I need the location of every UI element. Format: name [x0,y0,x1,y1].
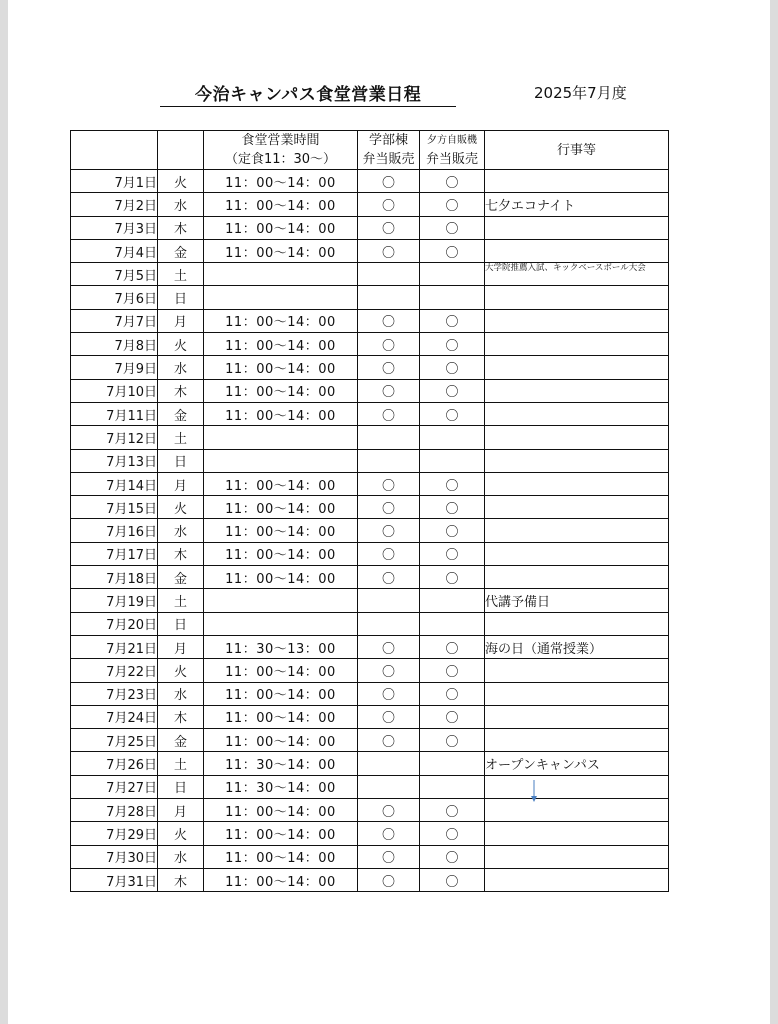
hours-cell: 11：00～14：00 [204,193,358,216]
event-cell: 七夕エコナイト [485,193,669,216]
faculty-bento-cell [358,449,420,472]
evening-vending-cell [420,612,485,635]
faculty-bento-cell: 〇 [358,659,420,682]
hours-cell [204,286,358,309]
faculty-bento-cell: 〇 [358,845,420,868]
date-cell: 7月19日 [71,589,158,612]
schedule-table [70,130,669,892]
table-row [71,868,669,891]
evening-vending-cell: 〇 [420,566,485,589]
weekday-cell: 金 [158,566,204,589]
faculty-bento-cell: 〇 [358,216,420,239]
date-cell: 7月21日 [71,635,158,658]
date-cell: 7月6日 [71,286,158,309]
header-hours-line2: （定食11：30～） [224,152,337,167]
table-row [71,356,669,379]
evening-vending-cell: 〇 [420,216,485,239]
event-cell [485,519,669,542]
date-cell: 7月17日 [71,542,158,565]
event-cell: 大学院推薦入試、キックベースボール大会 [485,263,669,286]
event-cell [485,216,669,239]
weekday-cell: 月 [158,309,204,332]
date-cell: 7月31日 [71,868,158,891]
event-cell [485,239,669,262]
weekday-cell: 火 [158,170,204,193]
table-row [71,472,669,495]
date-cell: 7月26日 [71,752,158,775]
evening-vending-cell [420,449,485,472]
table-row [71,635,669,658]
event-cell [485,845,669,868]
weekday-cell: 月 [158,635,204,658]
date-cell: 7月25日 [71,729,158,752]
date-cell: 7月29日 [71,822,158,845]
header-date [71,131,158,170]
event-cell [485,402,669,425]
hours-cell: 11：00～14：00 [204,519,358,542]
date-cell: 7月22日 [71,659,158,682]
weekday-cell: 水 [158,682,204,705]
arrow-down-icon [531,780,537,802]
weekday-cell: 火 [158,496,204,519]
date-cell: 7月11日 [71,402,158,425]
table-row [71,333,669,356]
table-row [71,799,669,822]
evening-vending-cell: 〇 [420,170,485,193]
header-hours-line1: 食堂営業時間 [241,133,320,148]
date-cell: 7月15日 [71,496,158,519]
table-row [71,845,669,868]
hours-cell: 11：30～14：00 [204,775,358,798]
weekday-cell: 日 [158,612,204,635]
hours-cell [204,426,358,449]
table-row [71,263,669,286]
hours-cell: 11：00～14：00 [204,379,358,402]
faculty-bento-cell [358,775,420,798]
event-cell [485,682,669,705]
event-cell [485,612,669,635]
weekday-cell: 月 [158,799,204,822]
weekday-cell: 日 [158,286,204,309]
evening-vending-cell: 〇 [420,799,485,822]
hours-cell: 11：00～14：00 [204,216,358,239]
hours-cell [204,449,358,472]
evening-vending-cell [420,286,485,309]
evening-vending-cell: 〇 [420,822,485,845]
hours-cell [204,589,358,612]
weekday-cell: 土 [158,426,204,449]
evening-vending-cell: 〇 [420,309,485,332]
header-evening-vending [420,131,485,170]
faculty-bento-cell: 〇 [358,729,420,752]
date-cell: 7月8日 [71,333,158,356]
hours-cell: 11：00～14：00 [204,402,358,425]
event-cell [485,822,669,845]
faculty-bento-cell [358,426,420,449]
date-cell: 7月1日 [71,170,158,193]
event-cell [485,542,669,565]
header-faculty-line1: 学部棟 [368,133,408,148]
hours-cell: 11：00～14：00 [204,472,358,495]
event-cell [485,309,669,332]
event-cell [485,775,669,798]
hours-cell [204,612,358,635]
faculty-bento-cell: 〇 [358,542,420,565]
table-row [71,239,669,262]
date-cell: 7月23日 [71,682,158,705]
hours-cell: 11：00～14：00 [204,542,358,565]
header-evening-line1: 夕方自販機 [427,135,477,146]
weekday-cell: 木 [158,379,204,402]
weekday-cell: 火 [158,333,204,356]
event-cell [485,356,669,379]
weekday-cell: 木 [158,216,204,239]
table-row [71,193,669,216]
event-cell [485,170,669,193]
evening-vending-cell: 〇 [420,542,485,565]
evening-vending-cell: 〇 [420,659,485,682]
faculty-bento-cell [358,612,420,635]
faculty-bento-cell [358,263,420,286]
faculty-bento-cell: 〇 [358,799,420,822]
date-cell: 7月7日 [71,309,158,332]
fiscal-period: 2025年7月度 [534,84,627,102]
table-row [71,402,669,425]
date-cell: 7月13日 [71,449,158,472]
hours-cell: 11：00～14：00 [204,682,358,705]
table-row [71,542,669,565]
weekday-cell: 金 [158,402,204,425]
event-cell [485,705,669,728]
date-cell: 7月14日 [71,472,158,495]
date-cell: 7月10日 [71,379,158,402]
table-row [71,589,669,612]
weekday-cell: 水 [158,845,204,868]
evening-vending-cell [420,589,485,612]
weekday-cell: 水 [158,193,204,216]
evening-vending-cell: 〇 [420,682,485,705]
weekday-cell: 水 [158,356,204,379]
event-cell [485,286,669,309]
evening-vending-cell: 〇 [420,402,485,425]
evening-vending-cell [420,263,485,286]
date-cell: 7月3日 [71,216,158,239]
faculty-bento-cell [358,589,420,612]
table-row [71,379,669,402]
hours-cell: 11：00～14：00 [204,333,358,356]
table-row [71,659,669,682]
faculty-bento-cell: 〇 [358,170,420,193]
evening-vending-cell [420,752,485,775]
event-cell [485,659,669,682]
faculty-bento-cell: 〇 [358,868,420,891]
date-cell: 7月5日 [71,263,158,286]
faculty-bento-cell: 〇 [358,496,420,519]
hours-cell: 11：00～14：00 [204,239,358,262]
hours-cell: 11：00～14：00 [204,659,358,682]
hours-cell: 11：30～13：00 [204,635,358,658]
hours-cell: 11：00～14：00 [204,729,358,752]
table-row [71,170,669,193]
weekday-cell: 日 [158,449,204,472]
table-row [71,682,669,705]
evening-vending-cell: 〇 [420,868,485,891]
event-cell [485,566,669,589]
hours-cell: 11：00～14：00 [204,868,358,891]
table-row [71,216,669,239]
faculty-bento-cell: 〇 [358,379,420,402]
header-events: 行事等 [485,131,669,170]
weekday-cell: 日 [158,775,204,798]
weekday-cell: 水 [158,519,204,542]
hours-cell: 11：00～14：00 [204,566,358,589]
header-faculty-bento [358,131,420,170]
faculty-bento-cell: 〇 [358,239,420,262]
weekday-cell: 金 [158,239,204,262]
date-cell: 7月24日 [71,705,158,728]
event-cell [485,729,669,752]
header-row [71,131,669,170]
header-dow [158,131,204,170]
evening-vending-cell: 〇 [420,239,485,262]
header-evening-line2: 弁当販売 [425,152,478,167]
weekday-cell: 月 [158,472,204,495]
evening-vending-cell: 〇 [420,635,485,658]
table-row [71,519,669,542]
table-row [71,286,669,309]
weekday-cell: 土 [158,752,204,775]
event-cell [485,379,669,402]
table-row [71,612,669,635]
event-cell [485,449,669,472]
table-row [71,449,669,472]
date-cell: 7月20日 [71,612,158,635]
faculty-bento-cell: 〇 [358,566,420,589]
faculty-bento-cell: 〇 [358,309,420,332]
table-row [71,752,669,775]
event-cell [485,333,669,356]
table-row [71,496,669,519]
header-hours [204,131,358,170]
evening-vending-cell [420,426,485,449]
hours-cell: 11：00～14：00 [204,799,358,822]
hours-cell: 11：00～14：00 [204,822,358,845]
faculty-bento-cell: 〇 [358,822,420,845]
evening-vending-cell: 〇 [420,729,485,752]
event-cell [485,496,669,519]
hours-cell: 11：00～14：00 [204,845,358,868]
faculty-bento-cell: 〇 [358,333,420,356]
faculty-bento-cell: 〇 [358,356,420,379]
hours-cell: 11：00～14：00 [204,356,358,379]
evening-vending-cell: 〇 [420,705,485,728]
hours-cell: 11：00～14：00 [204,496,358,519]
header-faculty-line2: 弁当販売 [362,152,415,167]
evening-vending-cell: 〇 [420,472,485,495]
faculty-bento-cell: 〇 [358,705,420,728]
table-row [71,705,669,728]
date-cell: 7月18日 [71,566,158,589]
page-title: 今治キャンパス食堂営業日程 [160,80,456,107]
date-cell: 7月2日 [71,193,158,216]
table-row [71,822,669,845]
weekday-cell: 火 [158,822,204,845]
event-cell [485,799,669,822]
evening-vending-cell: 〇 [420,496,485,519]
table-row [71,309,669,332]
event-cell: 代講予備日 [485,589,669,612]
table-row [71,775,669,798]
event-cell [485,472,669,495]
evening-vending-cell: 〇 [420,379,485,402]
date-cell: 7月9日 [71,356,158,379]
faculty-bento-cell: 〇 [358,402,420,425]
faculty-bento-cell: 〇 [358,682,420,705]
date-cell: 7月16日 [71,519,158,542]
event-cell: 海の日（通常授業） [485,635,669,658]
weekday-cell: 土 [158,589,204,612]
evening-vending-cell: 〇 [420,845,485,868]
evening-vending-cell: 〇 [420,193,485,216]
evening-vending-cell: 〇 [420,519,485,542]
date-cell: 7月30日 [71,845,158,868]
table-row [71,426,669,449]
date-cell: 7月12日 [71,426,158,449]
faculty-bento-cell [358,286,420,309]
weekday-cell: 金 [158,729,204,752]
hours-cell: 11：00～14：00 [204,170,358,193]
weekday-cell: 木 [158,868,204,891]
date-cell: 7月27日 [71,775,158,798]
faculty-bento-cell: 〇 [358,519,420,542]
event-cell [485,868,669,891]
evening-vending-cell: 〇 [420,356,485,379]
hours-cell: 11：30～14：00 [204,752,358,775]
faculty-bento-cell [358,752,420,775]
evening-vending-cell: 〇 [420,333,485,356]
date-cell: 7月28日 [71,799,158,822]
table-row [71,566,669,589]
weekday-cell: 土 [158,263,204,286]
faculty-bento-cell: 〇 [358,193,420,216]
hours-cell [204,263,358,286]
weekday-cell: 木 [158,542,204,565]
event-cell: オープンキャンパス [485,752,669,775]
hours-cell: 11：00～14：00 [204,309,358,332]
hours-cell: 11：00～14：00 [204,705,358,728]
event-cell [485,426,669,449]
table-row [71,729,669,752]
faculty-bento-cell: 〇 [358,472,420,495]
weekday-cell: 火 [158,659,204,682]
date-cell: 7月4日 [71,239,158,262]
faculty-bento-cell: 〇 [358,635,420,658]
evening-vending-cell [420,775,485,798]
weekday-cell: 木 [158,705,204,728]
